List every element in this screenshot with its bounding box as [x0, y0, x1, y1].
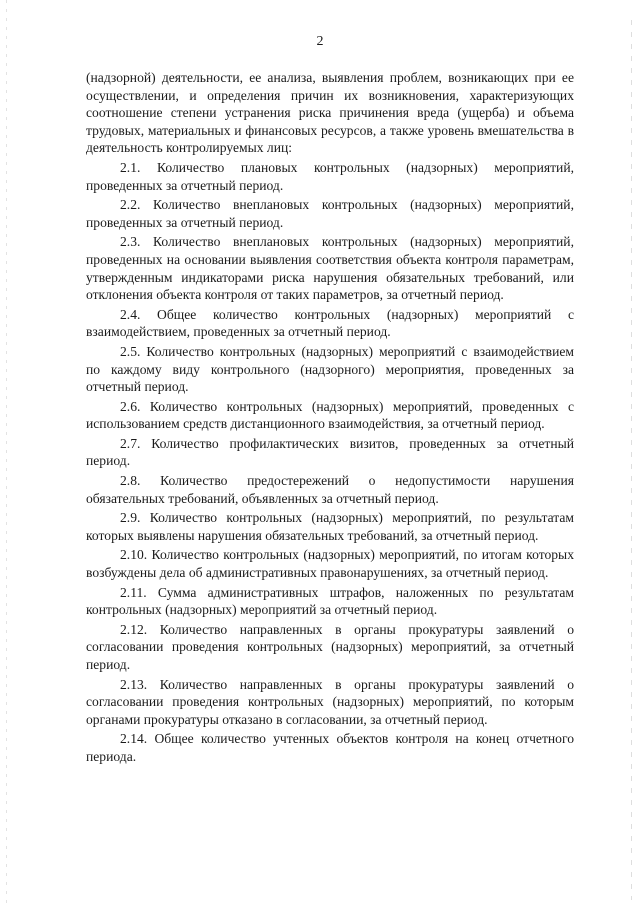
list-item: 2.11. Сумма административных штрафов, наложенных по результатам контрольных (надзорных) мероприятий за отчетный период.: [86, 584, 574, 618]
list-item: 2.4. Общее количество контрольных (надзорных) мероприятий с взаимодействием, проведенных за отчетный период.: [86, 306, 574, 340]
document-body: [86, 69, 574, 766]
list-item: 2.13. Количество направленных в органы прокуратуры заявлений о согласовании проведения контрольных (надзорных) мероприятий, по которым органами прокуратуры отказано в согласовании, за отчетный период.: [86, 676, 574, 727]
scan-edge-left: [6, 0, 7, 905]
page-number: 2: [316, 34, 324, 49]
list-item: 2.2. Количество внеплановых контрольных (надзорных) мероприятий, проведенных за отчетный период.: [86, 197, 574, 230]
list-item: 2.9. Количество контрольных (надзорных) мероприятий, по результатам которых выявлены нарушения обязательных требований, за отчетный период.: [86, 510, 574, 543]
list-item: 2.12. Количество направленных в органы прокуратуры заявлений о согласовании проведения контрольных (надзорных) мероприятий, за отчетный период.: [86, 621, 574, 672]
list-item: 2.10. Количество контрольных (надзорных) мероприятий, по итогам которых возбуждены дела об административных правонарушениях, за отчетный период.: [86, 547, 574, 581]
list-item: 2.7. Количество профилактических визитов, проведенных за отчетный период.: [86, 435, 574, 469]
list-item: 2.1. Количество плановых контрольных (надзорных) мероприятий, проведенных за отчетный период.: [86, 159, 574, 193]
list-item: 2.14. Общее количество учтенных объектов контроля на конец отчетного периода.: [86, 731, 574, 764]
list-item: 2.8. Количество предостережений о недопустимости нарушения обязательных требований, объявленных за отчетный период.: [86, 473, 574, 506]
list-item: 2.5. Количество контрольных (надзорных) мероприятий с взаимодействием по каждому виду контрольного (надзорного) мероприятия, проведенных за отчетный период.: [86, 343, 574, 395]
list-item: 2.6. Количество контрольных (надзорных) мероприятий, проведенных с использованием средств дистанционного взаимодействия, за отчетный период.: [86, 398, 574, 432]
scan-edge-right: [631, 20, 632, 900]
list-item: 2.3. Количество внеплановых контрольных (надзорных) мероприятий, проведенных на основании выявления соответствия объекта контроля параметрам, утвержденным индикаторами риска нарушения обязательных требований, или отклонения объекта контроля от таких параметров, за отчетный период.: [86, 234, 574, 303]
intro-paragraph: (надзорной) деятельности, ее анализа, выявления проблем, возникающих при ее осуществлении, и определения причин их возникновения, характеризующих соотношение степени устранения риска причинения вреда (ущерба) и объема трудовых, материальных и финансовых ресурсов, а также уровень вмешательства в деятельность контролируемых лиц:: [86, 70, 574, 156]
